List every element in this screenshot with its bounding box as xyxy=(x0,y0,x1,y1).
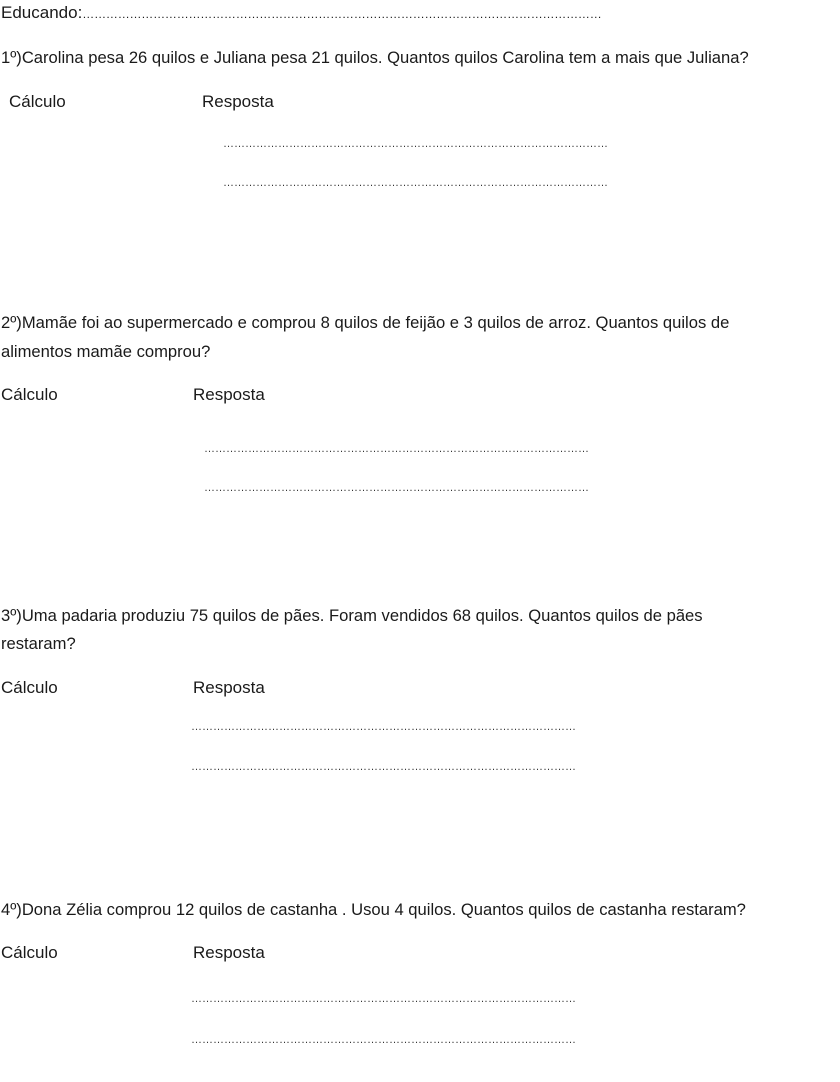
question-3-answer-line-1[interactable]: …………………………………………………………………………………………… xyxy=(191,721,576,733)
question-3-answer-label: Resposta xyxy=(193,678,265,697)
question-2-text-line-1: 2º)Mamãe foi ao supermercado e comprou 8 quilos de feijão e 3 quilos de arroz. Quantos quilos de xyxy=(1,313,730,332)
student-name-line[interactable] xyxy=(1,2,602,25)
question-4-answer-line-1[interactable]: …………………………………………………………………………………………… xyxy=(191,993,576,1005)
question-1-calc-label: Cálculo xyxy=(9,92,66,111)
question-2-answer-label: Resposta xyxy=(193,385,265,404)
question-1-answer-label: Resposta xyxy=(202,92,274,111)
question-2-calc-label: Cálculo xyxy=(1,385,58,404)
question-4-answer-label: Resposta xyxy=(193,943,265,962)
question-4-text: 4º)Dona Zélia comprou 12 quilos de castanha . Usou 4 quilos. Quantos quilos de castanha restaram? xyxy=(1,900,746,919)
question-1-answer-line-2[interactable]: …………………………………………………………………………………………… xyxy=(223,177,608,189)
question-3-text-line-1: 3º)Uma padaria produziu 75 quilos de pães. Foram vendidos 68 quilos. Quantos quilos de pães xyxy=(1,606,703,625)
question-2-text-line-2: alimentos mamãe comprou? xyxy=(1,342,211,361)
student-name-label: Educando: xyxy=(1,3,83,22)
question-3-calc-label: Cálculo xyxy=(1,678,58,697)
question-2-answer-line-2[interactable]: …………………………………………………………………………………………… xyxy=(204,482,589,494)
question-4-answer-line-2[interactable]: …………………………………………………………………………………………… xyxy=(191,1034,576,1046)
question-2-answer-line-1[interactable]: …………………………………………………………………………………………… xyxy=(204,443,589,455)
question-1-text: 1º)Carolina pesa 26 quilos e Juliana pesa 21 quilos. Quantos quilos Carolina tem a mais que Juliana? xyxy=(1,48,749,67)
student-name-dots: …………………………………………………………………………………………………………………… xyxy=(82,7,602,21)
question-1-answer-line-1[interactable]: …………………………………………………………………………………………… xyxy=(223,138,608,150)
question-3-answer-line-2[interactable]: …………………………………………………………………………………………… xyxy=(191,761,576,773)
question-3-text-line-2: restaram? xyxy=(1,634,76,653)
question-4-calc-label: Cálculo xyxy=(1,943,58,962)
